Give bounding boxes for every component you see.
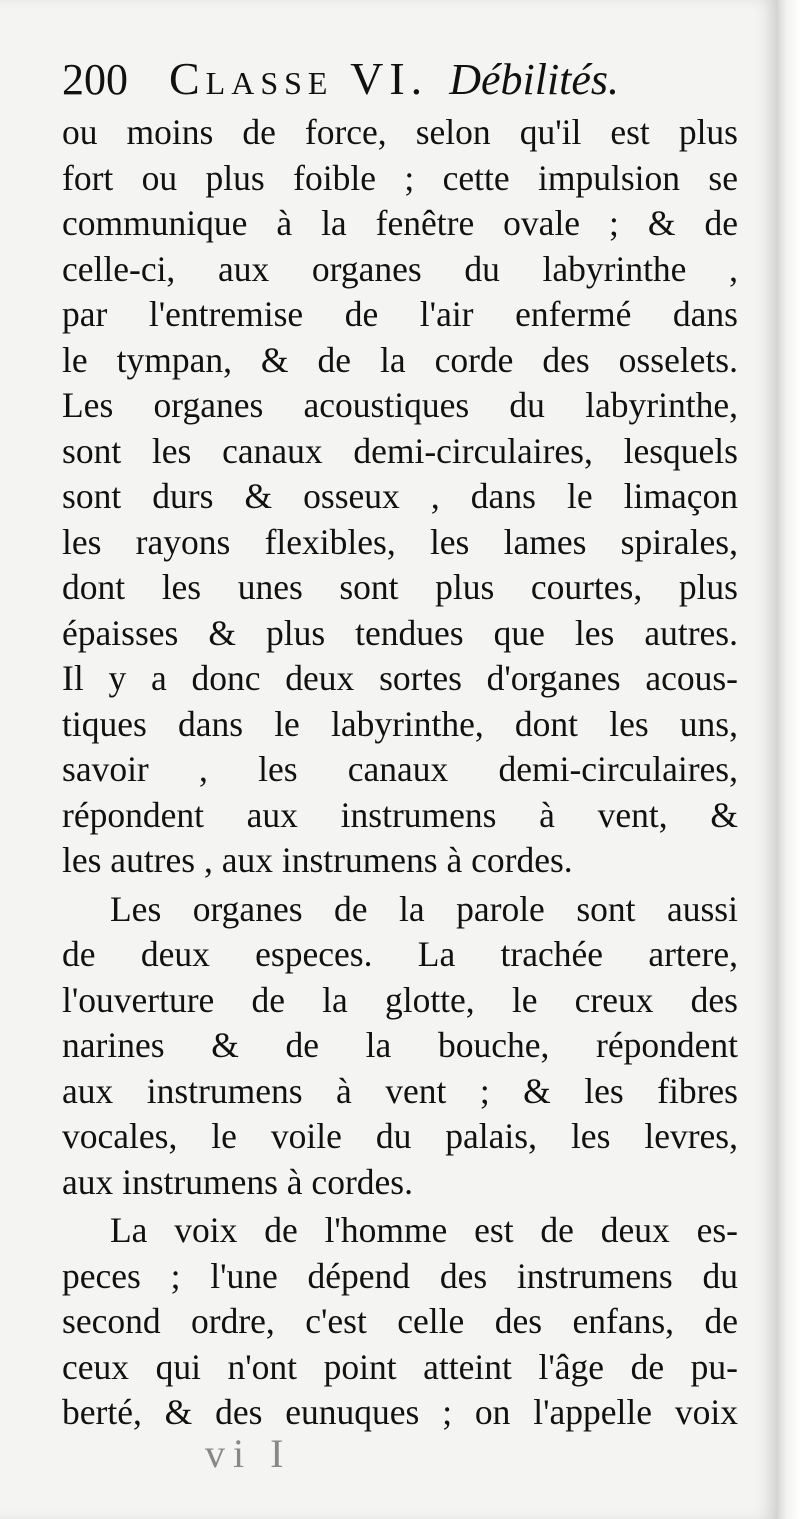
text-line: Les organes acoustiques du labyrinthe,: [62, 385, 738, 425]
text-line: les rayons flexibles, les lames spirales,: [62, 521, 738, 562]
text-line: aux instrumens à cordes.: [62, 1161, 413, 1202]
text-line: berté, & des eunuques ; on l'appelle voix: [62, 1392, 738, 1432]
text-line: dont les unes sont plus courtes, plus: [62, 567, 738, 607]
text-line: de deux especes. La trachée artere,: [62, 934, 738, 974]
text-line: communique à la fenêtre ovale ; & de: [62, 203, 738, 243]
text-line: fort ou plus foible ; cette impulsion se: [62, 157, 738, 198]
section-title: Débilités.: [449, 55, 620, 104]
page-edge: [778, 0, 800, 1519]
running-header: [62, 50, 742, 108]
text-line: sont durs & osseux , dans le limaçon: [62, 476, 738, 516]
text-line: peces ; l'une dépend des instrumens du: [62, 1255, 738, 1296]
page-number: 200: [62, 55, 128, 104]
body-text: [62, 110, 738, 1436]
text-line: aux instrumens à vent ; & les fibres: [62, 1070, 738, 1111]
text-line: par l'entremise de l'air enfermé dans: [62, 294, 738, 334]
text-line: ou moins de force, selon qu'il est plus: [62, 112, 738, 152]
text-line: tiques dans le labyrinthe, dont les uns,: [62, 703, 738, 744]
signature-mark: vi I: [205, 1431, 292, 1476]
text-line: ceux qui n'ont point atteint l'âge de pu-: [62, 1346, 738, 1387]
text-line: sont les canaux demi-circulaires, lesquels: [62, 430, 738, 471]
text-line: La voix de l'homme est de deux es-: [110, 1210, 738, 1250]
text-line: celle-ci, aux organes du labyrinthe ,: [62, 248, 738, 289]
text-line: répondent aux instrumens à vent, &: [62, 794, 738, 835]
section-label: Classe VI.: [169, 53, 429, 104]
text-line: vocales, le voile du palais, les levres,: [62, 1116, 738, 1156]
text-line: les autres , aux instrumens à cordes.: [62, 840, 573, 880]
text-line: l'ouverture de la glotte, le creux des: [62, 979, 738, 1020]
text-line: le tympan, & de la corde des osselets.: [62, 339, 738, 380]
text-line: Il y a donc deux sortes d'organes acous-: [62, 658, 738, 698]
text-line: narines & de la bouche, répondent: [62, 1025, 738, 1065]
text-line: second ordre, c'est celle des enfans, de: [62, 1301, 738, 1341]
text-line: épaisses & plus tendues que les autres.: [62, 612, 738, 653]
text-line: Les organes de la parole sont aussi: [110, 888, 738, 929]
text-line: savoir , les canaux demi-circulaires,: [62, 749, 738, 789]
